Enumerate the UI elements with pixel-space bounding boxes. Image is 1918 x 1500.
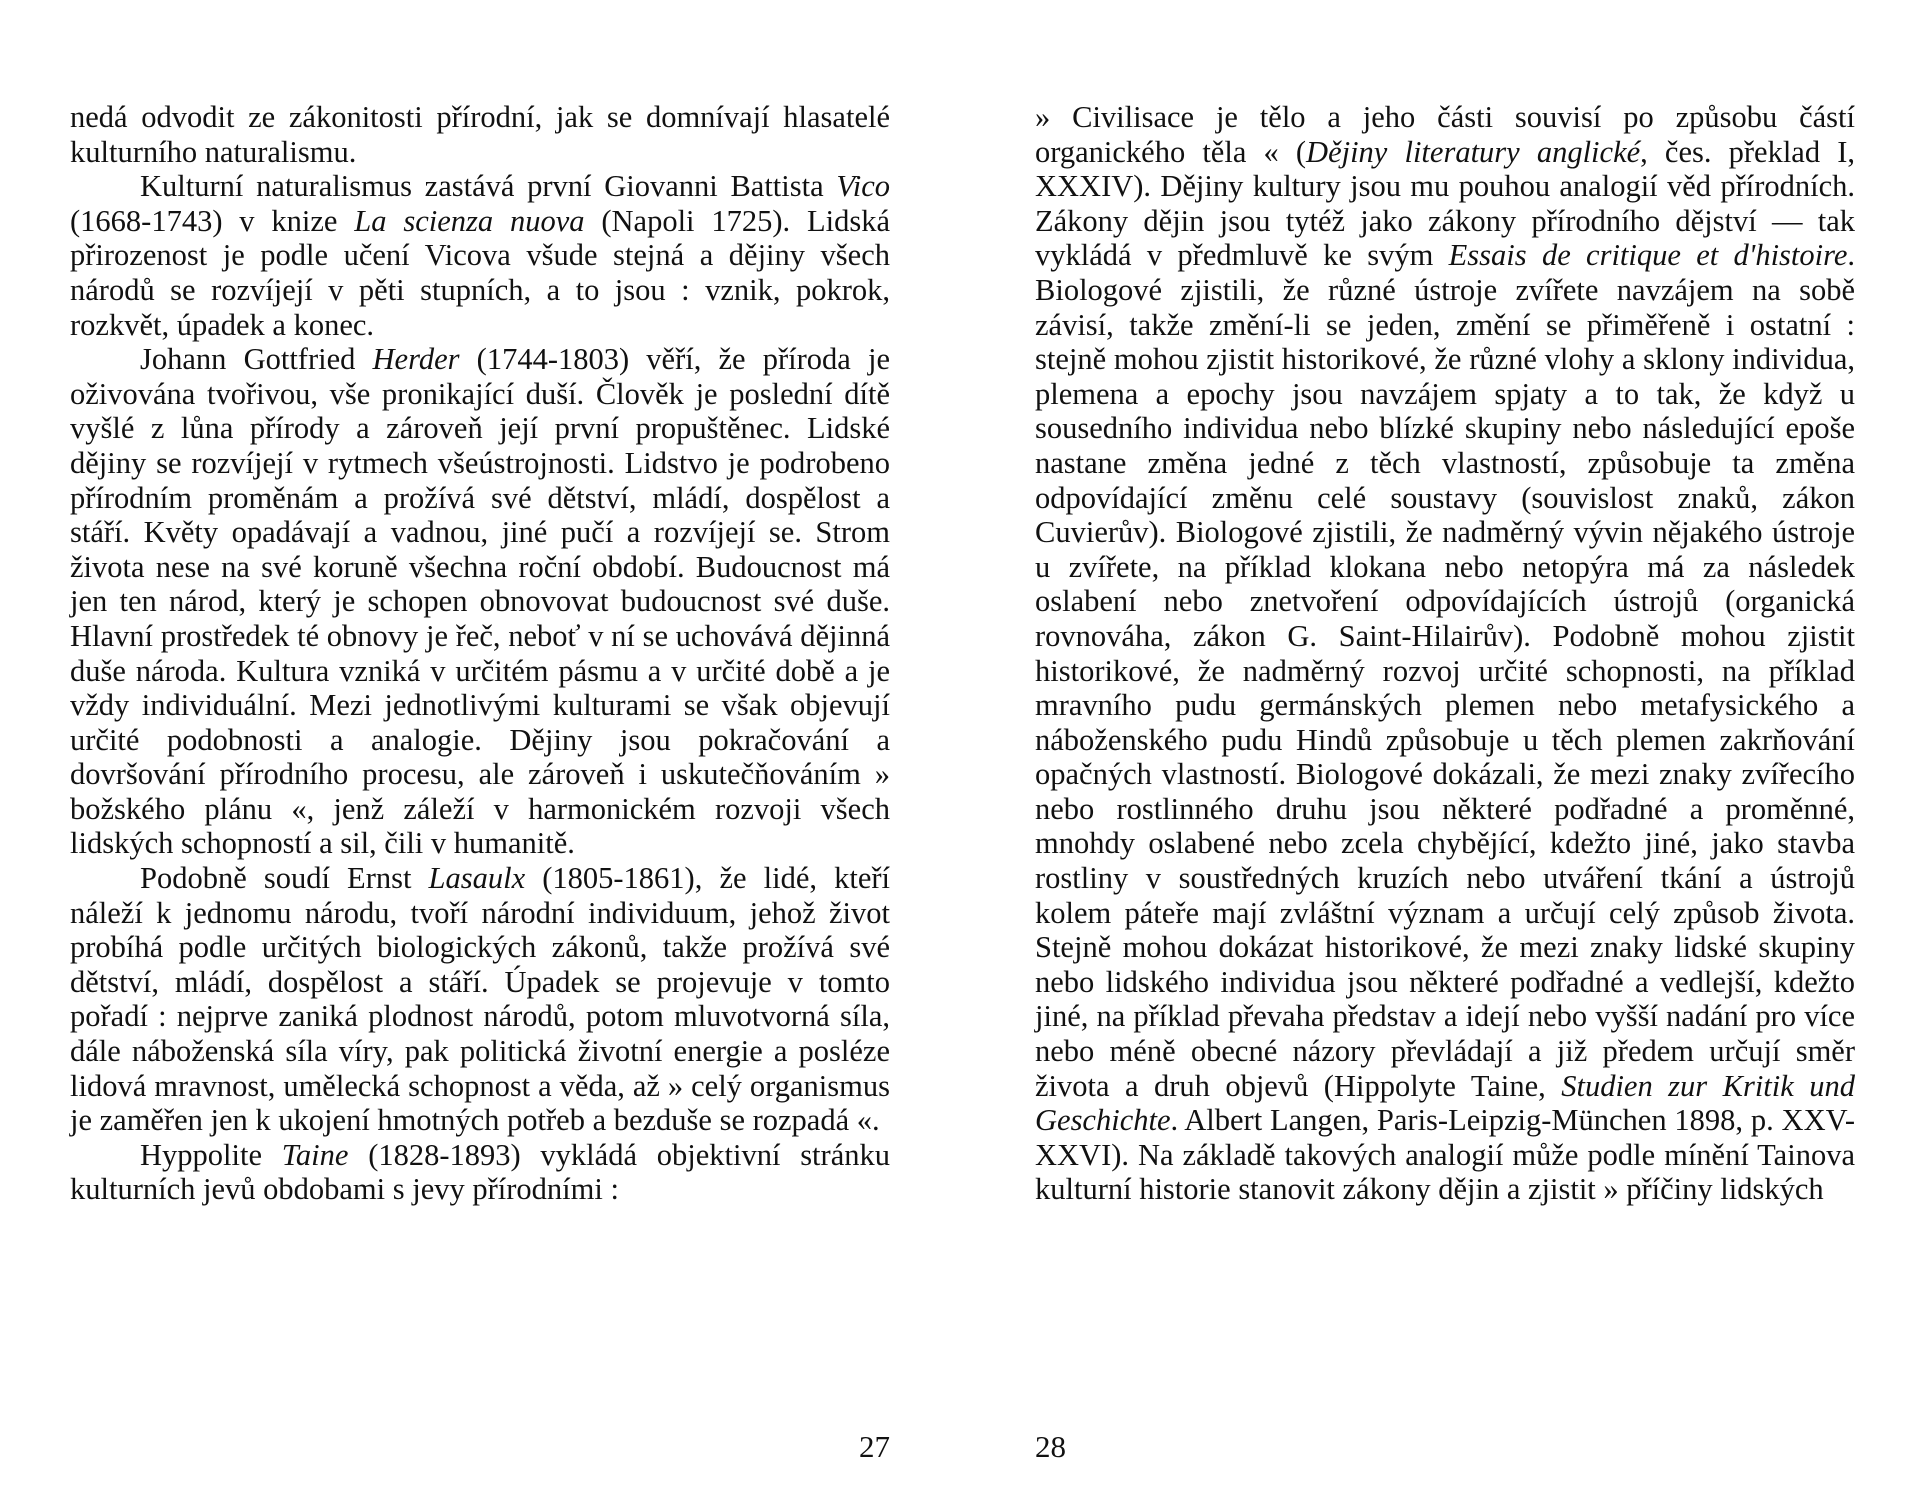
left-page-text — [70, 100, 890, 1207]
text-run: » Civilisace je tělo a jeho části souvisí po způsobu částí organického těla « ( — [1035, 100, 1855, 169]
text-run: (1805-1861), že lidé, kteří náleží k jednomu národu, tvoří národní individuum, jehož život probíhá podle určitých biologických zákonů, takže prožívá své dětství, mládí, dospělost a stáří. Úpadek se projevuje v tomto pořadí : nejprve zaniká plodnost národů, potom mluvotvorná síla, dále náboženská síla víry, pak politická životní energie a posléze lidová mravnost, umělecká schopnost a věda, až » celý organismus je zaměřen jen k ukojení hmotných potřeb a bezduše se rozpadá «. — [70, 861, 890, 1138]
paragraph — [1035, 100, 1855, 1207]
paragraph — [70, 342, 890, 861]
text-run: (1744-1803) věří, že příroda je oživována tvořivou, vše pronikající duší. Člověk je poslední dítě vyšlé z lůna přírody a zároveň její první propuštěnec. Lidské dějiny se rozvíjejí v rytmech všeústrojnosti. Lidstvo je podrobeno přírodním proměnám a prožívá své dětství, mládí, dospělost a stáří. Květy opadávají a vadnou, jiné pučí a rozvíjejí se. Strom života nese na své koruně všechna roční období. Budoucnost má jen ten národ, který je schopen obnovovat budoucnost své duše. Hlavní prostředek té obnovy je řeč, neboť v ní se uchovává dějinná duše národa. Kultura vzniká v určitém pásmu a v určité době a je vždy individuální. Mezi jednotlivými kulturami se však objevují určité podobnosti a analogie. Dějiny jsou pokračování a dovršování přírodního procesu, ale zároveň i uskutečňováním » božského plánu «, jenž záleží v harmonickém rozvoji všech lidských schopností a sil, čili v humanitě. — [70, 342, 890, 861]
italic-title: Essais de critique et d'histoire — [1448, 238, 1848, 273]
text-run: , čes. překlad I, XXXIV). Dějiny kultury jsou mu pouhou analogií věd přírodních. Zákony dějin jsou tytéž jako zákony přírodního dějství — tak vykládá v předmluvě ke svým — [1035, 134, 1856, 273]
text-run: Kulturní naturalismus zastává první Giovanni Battista — [140, 169, 837, 204]
left-page — [70, 100, 890, 1464]
italic-title: Studien zur Kritik und Geschichte — [1035, 1068, 1855, 1138]
italic-title: Dějiny literatury anglické — [1306, 134, 1641, 169]
paragraph — [70, 1138, 890, 1207]
text-run: Hyppolite — [140, 1137, 282, 1172]
italic-title: Lasaulx — [428, 861, 526, 896]
italic-title: Taine — [281, 1137, 349, 1172]
italic-title: Vico — [836, 169, 890, 204]
right-page — [1035, 100, 1856, 1464]
paragraph — [70, 169, 890, 342]
text-run: nedá odvodit ze zákonitosti přírodní, jak se domnívají hlasatelé kulturního naturalismu. — [70, 100, 890, 169]
text-run: Podobně soudí Ernst — [140, 861, 429, 896]
text-run: . Albert Langen, Paris-Leipzig-München 1898, p. XXV-XXVI). Na základě takových analogií může podle mínění Tainova kulturní historie stanovit zákony dějin a zjistit » příčiny lidských — [1035, 1103, 1855, 1207]
paragraph — [70, 100, 890, 169]
right-page-text — [1035, 100, 1855, 1207]
text-run: (1828-1893) vykládá objektivní stránku kulturních jevů obdobami s jevy přírodními : — [70, 1137, 890, 1207]
page-number: 28 — [1035, 1429, 1066, 1464]
paragraph — [70, 861, 890, 1138]
text-run: (Napoli 1725). Lidská přirozenost je podle učení Vicova všude stejná a dějiny všech národů se rozvíjejí v pěti stupních, a to jsou : vznik, pokrok, rozkvět, úpadek a konec. — [70, 203, 890, 342]
italic-title: Herder — [372, 342, 460, 377]
text-run: (1668-1743) v knize — [70, 203, 355, 238]
italic-title: La scienza nuova — [354, 203, 585, 238]
page-number: 27 — [859, 1429, 890, 1464]
text-run: Johann Gottfried — [140, 342, 373, 377]
text-run: . Biologové zjistili, že různé ústroje zvířete navzájem na sobě závisí, takže změní-li se jeden, změní se přiměřeně i ostatní : stejně mohou zjistit historikové, že různé vlohy a sklony individua, plemena a epochy jsou navzájem spjaty a to tak, že když u sousedního individua nebo blízké skupiny nebo následující epoše nastane změna jedné z těch vlastností, způsobuje ta změna odpovídající změnu celé soustavy (souvislost znaků, zákon Cuvierův). Biologové zjistili, že nadměrný vývin nějakého ústroje u zvířete, na příklad klokana nebo netopýra má za následek oslabení nebo znetvoření odpovídajících ústrojů (organická rovnováha, zákon G. Saint-Hilairův). Podobně mohou zjistit historikové, že nadměrný rozvoj určité schopnosti, na příklad mravního pudu germánských plemen nebo metafysického a náboženského pudu Hindů způsobuje u těch plemen zakrňování opačných vlastností. Biologové dokázali, že mezi znaky zvířecího nebo rostlinného druhu jsou některé podřadné a proměnné, mnohdy oslabené nebo zcela chybějící, kdežto jiné, jako stavba rostliny v soustředných kruzích nebo utváření tkání a ústrojů kolem páteře mají zvláštní význam a určují celý způsob života. Stejně mohou dokázat historikové, že mezi znaky lidské skupiny nebo lidského individua jsou některé podřadné a vedlejší, kdežto jiné, na příklad převaha představ a idejí nebo vyšší nadání pro více nebo méně obecné názory převládají a již předem určují směr života a druh objevů (Hippolyte Taine, — [1035, 238, 1856, 1103]
